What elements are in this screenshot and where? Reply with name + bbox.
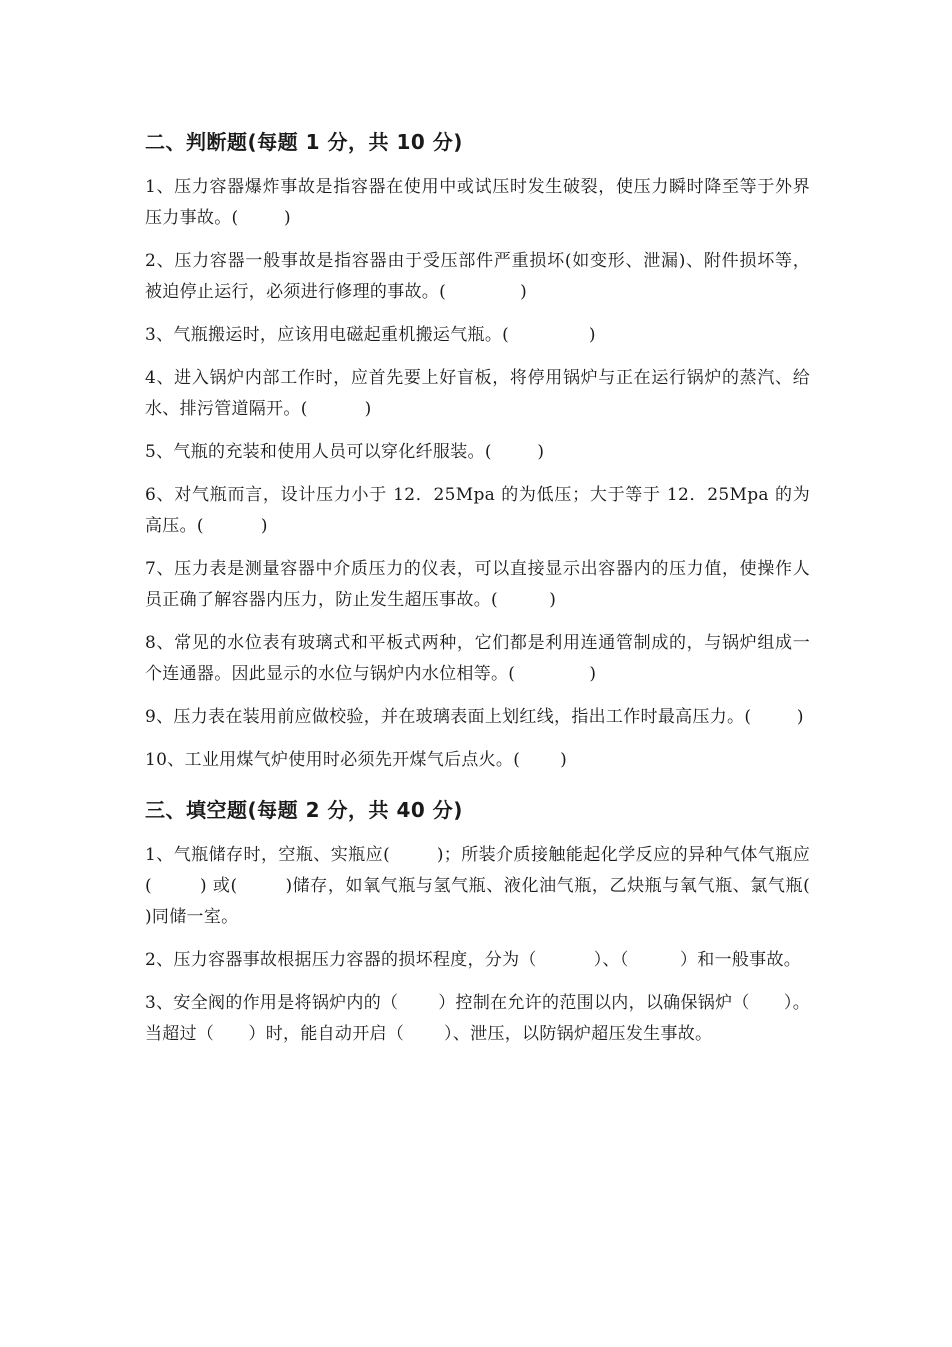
question-item: 1、压力容器爆炸事故是指容器在使用中或试压时发生破裂，使压力瞬时降至等于外界压力事故。( )	[145, 177, 810, 228]
question-item: 5、气瓶的充装和使用人员可以穿化纤服装。( )	[145, 442, 545, 462]
question-item: 3、气瓶搬运时，应该用电磁起重机搬运气瓶。( )	[145, 325, 596, 345]
question-item: 8、常见的水位表有玻璃式和平板式两种，它们都是利用连通管制成的，与锅炉组成一个连通器。因此显示的水位与锅炉内水位相等。( )	[145, 633, 810, 684]
question-item: 7、压力表是测量容器中介质压力的仪表，可以直接显示出容器内的压力值，使操作人员正确了解容器内压力，防止发生超压事故。( )	[145, 559, 810, 610]
question-item: 2、压力容器一般事故是指容器由于受压部件严重损坏(如变形、泄漏)、附件损坏等，被迫停止运行，必须进行修理的事故。( )	[145, 251, 810, 302]
question-item: 4、进入锅炉内部工作时，应首先要上好盲板，将停用锅炉与正在运行锅炉的蒸汽、给水、排污管道隔开。( )	[145, 368, 810, 419]
question-item: 10、工业用煤气炉使用时必须先开煤气后点火。( )	[145, 750, 568, 770]
question-item: 1、气瓶储存时，空瓶、实瓶应( )；所装介质接触能起化学反应的异种气体气瓶应( ) 或( )储存，如氧气瓶与氢气瓶、液化油气瓶，乙炔瓶与氧气瓶、氯气瓶( )同储一室。	[145, 845, 856, 927]
question-item: 9、压力表在装用前应做校验，并在玻璃表面上划红线，指出工作时最高压力。( )	[145, 707, 804, 727]
question-item: 3、安全阀的作用是将锅炉内的（ ）控制在允许的范围以内，以确保锅炉（ ）。当超过（ ）时，能自动开启（ ）、泄压，以防锅炉超压发生事故。	[145, 993, 810, 1044]
question-item: 2、压力容器事故根据压力容器的损坏程度，分为（ ）、（ ）和一般事故。	[145, 950, 802, 970]
section-title-fill-blank: 三、填空题(每题 2 分，共 40 分)	[145, 798, 463, 822]
question-item: 6、对气瓶而言，设计压力小于 12．25Mpa 的为低压；大于等于 12．25Mpa 的为高压。( )	[145, 485, 810, 536]
document-page	[145, 120, 856, 1062]
section-title-true-false: 二、判断题(每题 1 分，共 10 分)	[145, 130, 463, 154]
